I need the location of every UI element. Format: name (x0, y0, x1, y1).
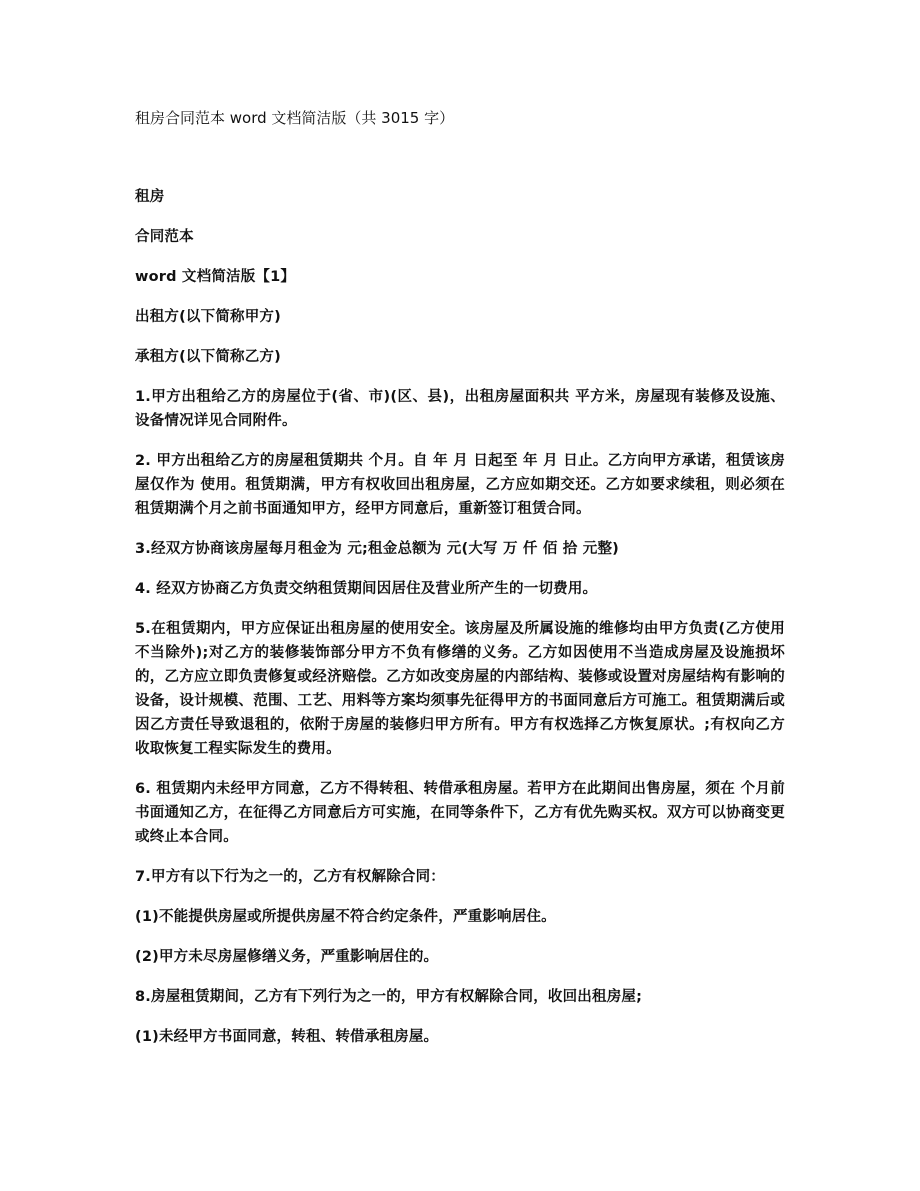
clause-8-item-1: (1)未经甲方书面同意，转租、转借承租房屋。 (135, 1029, 439, 1045)
clause-6: 6. 租赁期内未经甲方同意，乙方不得转租、转借承租房屋。若甲方在此期间出售房屋，须在 个月前书面通知乙方，在征得乙方同意后方可实施，在同等条件下，乙方有优先购买权。双方可以协商变更或终止本合同。 (135, 781, 785, 845)
clause-8: 8.房屋租赁期间，乙方有下列行为之一的，甲方有权解除合同，收回出租房屋; (135, 989, 643, 1005)
clause-1: 1.甲方出租给乙方的房屋位于(省、市)(区、县)，出租房屋面积共 平方米，房屋现有装修及设施、设备情况详见合同附件。 (135, 389, 785, 429)
clause-7-item-1: (1)不能提供房屋或所提供房屋不符合约定条件，严重影响居住。 (135, 909, 556, 925)
lessor-line: 出租方(以下简称甲方) (135, 309, 281, 325)
document-body (135, 185, 785, 1065)
document-title: 租房合同范本 word 文档简洁版（共 3015 字） (135, 109, 455, 127)
clause-3: 3.经双方协商该房屋每月租金为 元;租金总额为 元(大写 万 仟 佰 拾 元整) (135, 541, 619, 557)
lessee-line: 承租方(以下简称乙方) (135, 349, 281, 365)
clause-5: 5.在租赁期内，甲方应保证出租房屋的使用安全。该房屋及所属设施的维修均由甲方负责(乙方使用不当除外);对乙方的装修装饰部分甲方不负有修缮的义务。乙方如因使用不当造成房屋及设施损坏的，乙方应立即负责修复或经济赔偿。乙方如改变房屋的内部结构、装修或设置对房屋结构有影响的设备，设计规模、范围、工艺、用料等方案均须事先征得甲方的书面同意后方可施工。租赁期满后或因乙方责任导致退租的，依附于房屋的装修归甲方所有。甲方有权选择乙方恢复原状。;有权向乙方收取恢复工程实际发生的费用。 (135, 621, 785, 757)
clause-7-item-2: (2)甲方未尽房屋修缮义务，严重影响居住的。 (135, 949, 439, 965)
heading-line-2: 合同范本 (135, 229, 194, 245)
clause-2: 2. 甲方出租给乙方的房屋租赁期共 个月。自 年 月 日起至 年 月 日止。乙方向甲方承诺，租赁该房屋仅作为 使用。租赁期满，甲方有权收回出租房屋，乙方应如期交还。乙方如要求续租，则必须在租赁期满个月之前书面通知甲方，经甲方同意后，重新签订租赁合同。 (135, 453, 785, 517)
heading-line-1: 租房 (135, 189, 165, 205)
clause-4: 4. 经双方协商乙方负责交纳租赁期间因居住及营业所产生的一切费用。 (135, 581, 598, 597)
clause-7: 7.甲方有以下行为之一的，乙方有权解除合同： (135, 869, 445, 885)
heading-line-3: word 文档简洁版【1】 (135, 269, 296, 285)
